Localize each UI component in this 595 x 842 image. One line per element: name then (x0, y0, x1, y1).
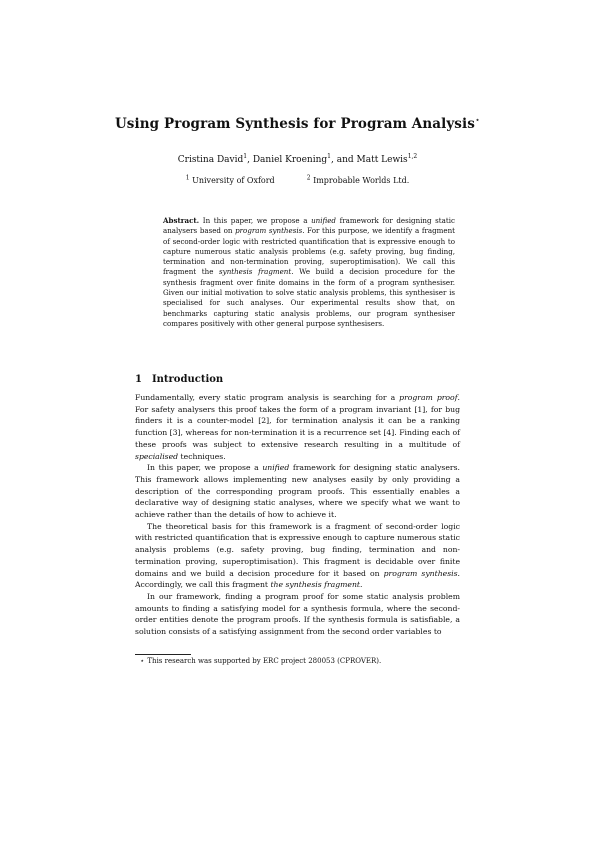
footnote-mark: ⋆ (140, 657, 145, 665)
section-number: 1 (135, 374, 142, 385)
emphasis-text: synthesis fragment (219, 267, 292, 277)
text-run: framework for designing static analysers based on (163, 216, 455, 236)
emphasis-text: program proof (399, 393, 458, 402)
paragraph (135, 521, 460, 591)
text-run: . (360, 580, 363, 590)
author-separator: , and (330, 155, 357, 165)
affiliation (307, 176, 410, 185)
footnote-text: This research was supported by ERC project 280053 (CPROVER). (147, 657, 382, 665)
abstract-body (163, 216, 455, 328)
emphasis-text: specialised (135, 451, 179, 461)
affiliation (186, 176, 275, 185)
author-name: Cristina David (177, 155, 244, 165)
text-run: . For safety analysers this proof takes the form of a program invariant [1], for bug finders it is a counter-model [2], for termination analysis it can be a ranking function [3], whereas for non-termination it is a recurrence set [4]. Finding each of these proofs was subject to extensive research resulting in a multitude of (135, 393, 460, 449)
paragraph (135, 462, 460, 521)
title-text: Using Program Synthesis for Program Analysis (114, 116, 475, 132)
author-affiliation-mark: 1 (327, 153, 331, 160)
footnote-rule (135, 654, 191, 655)
author-separator: , (247, 155, 253, 165)
text-run: . We build a decision procedure for the synthesis fragment over finite domains in the form of a program synthesiser. Given our initial motivation to solve static analysis problems, this synthesiser is specialised for such analyses. Our experimental results show that, on benchmarks capturing static analysis problems, our program synthesiser compares positively with other general purpose synthesisers. (163, 267, 456, 328)
emphasis-text: unified (311, 216, 336, 225)
abstract (163, 216, 455, 329)
section-body (135, 392, 460, 638)
affiliation-mark: 1 (185, 174, 190, 182)
emphasis-text: unified (262, 463, 290, 473)
text-run: In this paper, we propose a (147, 463, 263, 473)
affiliation-name: University of Oxford (192, 176, 275, 185)
text-run: . For this purpose, we identify a fragment of second-order logic with restricted quantification that is expressive enough to capture numerous static analysis problems (e.g. safety proving, bug finding, termination and non-termination proving, superoptimisation). We call this fragment the (163, 226, 455, 277)
paper-title (0, 116, 595, 132)
author-name: Matt Lewis (356, 155, 408, 165)
text-run: techniques. (178, 451, 226, 461)
emphasis-text: program synthesis (383, 568, 458, 578)
affiliation-list (0, 176, 595, 185)
section-title: Introduction (151, 374, 224, 385)
footnote (135, 657, 460, 666)
text-run: framework for designing static analysers. This framework allows implementing new analyses easily by only providing a description of the corresponding program proofs. This essentially enables a declarative way of designing static analyses, where we specify what we want to achieve rather than the details of how to achieve it. (135, 463, 460, 520)
section-heading (135, 374, 223, 385)
paragraph (135, 392, 460, 462)
text-run: Fundamentally, every static program analysis is searching for a (135, 393, 400, 402)
text-run: . Accordingly, we call this fragment (135, 568, 460, 590)
author-name: Daniel Kroening (252, 155, 328, 165)
title-footnote-mark: ⋆ (474, 115, 481, 125)
affiliation-name: Improbable Worlds Ltd. (313, 176, 410, 185)
paragraph (135, 591, 460, 638)
author-affiliation-mark: 1 (243, 153, 248, 160)
emphasis-text: the synthesis fragment (270, 580, 361, 590)
affiliation-mark: 2 (306, 174, 311, 182)
text-run: In this paper, we propose a (199, 216, 312, 225)
emphasis-text: program synthesis (235, 226, 303, 236)
abstract-label: Abstract. (163, 216, 200, 225)
author-list (0, 155, 595, 165)
text-run: In our framework, finding a program proof for some static analysis problem amounts to finding a satisfying model for a synthesis formula, where the second-order entities denote the program proofs. If the synthesis formula is satisfiable, a solution consists of a satisfying assignment from the second order variables to (135, 591, 460, 637)
author-affiliation-mark: 1,2 (407, 153, 418, 160)
text-run: The theoretical basis for this framework is a fragment of second-order logic with restricted quantification that is expressive enough to capture numerous static analysis problems (e.g. safety proving, bug finding, termination and non-termination proving, superoptimisation). This fragment is decidable over finite domains and we build a decision procedure for it based on (135, 521, 460, 578)
